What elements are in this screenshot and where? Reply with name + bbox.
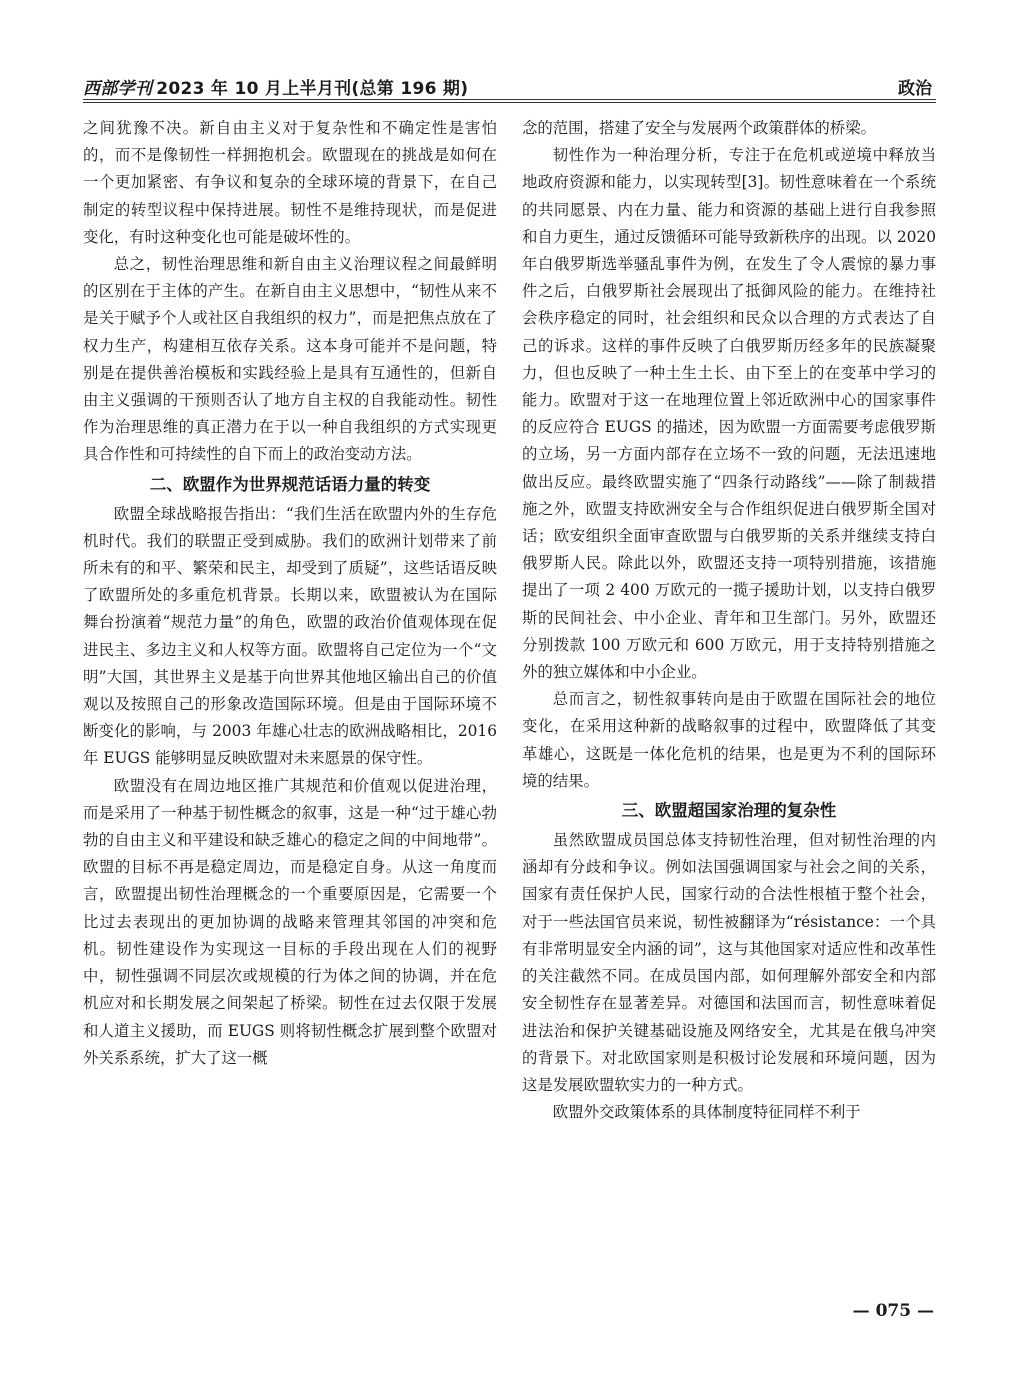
left-column xyxy=(83,115,497,1300)
paragraph: 总之，韧性治理思维和新自由主义治理议程之间最鲜明的区别在于主体的产生。在新自由主义思想中，“韧性从来不是关于赋予个人或社区自我组织的权力”，而是把焦点放在了权力生产，构建相互依存关系。这本身可能并不是问题，特别是在提供善治模板和实践经验上是具有互通性的，但新自由主义强调的干预则否认了地方自主权的自我能动性。韧性作为治理思维的真正潜力在于以一种自我组织的方式实现更具合作性和可持续性的自下而上的政治变动方法。 xyxy=(83,255,497,464)
section-label: 政治 xyxy=(898,79,932,99)
page-header xyxy=(83,66,936,102)
paragraph: 之间犹豫不决。新自由主义对于复杂性和不确定性是害怕的，而不是像韧性一样拥抱机会。欧盟现在的挑战是如何在一个更加紧密、有争议和复杂的全球环境的背景下，在自己制定的转型议程中保持进展。韧性不是维持现状，而是促进变化，有时这种变化也可能是破坏性的。 xyxy=(83,119,497,246)
header-rule xyxy=(83,99,936,100)
paragraph: 欧盟全球战略报告指出：“我们生活在欧盟内外的生存危机时代。我们的联盟正受到威胁。我们的欧洲计划带来了前所未有的和平、繁荣和民主，却受到了质疑”，这些话语反映了欧盟所处的多重危机背景。长期以来，欧盟被认为在国际舞台扮演着“规范力量”的角色，欧盟的政治价值观体现在促进民主、多边主义和人权等方面。欧盟将自己定位为一个“文明”大国，其世界主义是基于向世界其他地区输出自己的价值观以及按照自己的形象改造国际环境。但是由于国际环境不断变化的影响，与 2003 年雄心壮志的欧洲战略相比，2016 年 EUGS 能够明显反映欧盟对未来愿景的保守性。 xyxy=(83,504,497,768)
paragraph: 欧盟外交政策体系的具体制度特征同样不利于 xyxy=(552,1103,861,1122)
paragraph: 欧盟没有在周边地区推广其规范和价值观以促进治理，而是采用了一种基于韧性概念的叙事，这是一种“过于雄心勃勃的自由主义和平建设和缺乏雄心的稳定之间的中间地带”。欧盟的目标不再是稳定周边，而是稳定自身。从这一角度而言，欧盟提出韧性治理概念的一个重要原因是，它需要一个比过去表现出的更加协调的战略来管理其邻国的冲突和危机。韧性建设作为实现这一目标的手段出现在人们的视野中，韧性强调不同层次或规模的行为体之间的协调，并在危机应对和长期发展之间架起了桥梁。韧性在过去仅限于发展和人道主义援助，而 EUGS 则将韧性概念扩展到整个欧盟对外关系系统，扩大了这一概 xyxy=(83,776,497,1067)
paragraph: 总而言之，韧性叙事转向是由于欧盟在国际社会的地位变化，在采用这种新的战略叙事的过程中，欧盟降低了其变革雄心，这既是一体化危机的结果，也是更为不利的国际环境的结果。 xyxy=(522,690,936,790)
page-number: — 075 — xyxy=(852,1301,934,1321)
header-rule-secondary xyxy=(83,102,936,103)
section-heading: 三、欧盟超国家治理的复杂性 xyxy=(621,801,837,821)
issue-label: 2023 年 10 月上半月刊(总第 196 期) xyxy=(156,79,469,99)
right-column xyxy=(522,115,936,1300)
journal-logo: 西部学刊 xyxy=(83,79,153,99)
paragraph: 念的范围，搭建了安全与发展两个政策群体的桥梁。 xyxy=(522,119,876,137)
journal-issue-line xyxy=(83,74,468,99)
paragraph: 虽然欧盟成员国总体支持韧性治理，但对韧性治理的内涵却有分歧和争议。例如法国强调国家与社会之间的关系，国家有责任保护人民，国家行动的合法性根植于整个社会，对于一些法国官员来说，韧性被翻译为“résistance：一个具有非常明显安全内涵的词”，这与其他国家对适应性和改革性的关注截然不同。在成员国内部，如何理解外部安全和内部安全韧性存在显著差异。对德国和法国而言，韧性意味着促进法治和保护关键基础设施及网络安全，尤其是在俄乌冲突的背景下。对北欧国家则是积极讨论发展和环境问题，因为这是发展欧盟软实力的一种方式。 xyxy=(522,831,936,1094)
section-heading: 二、欧盟作为世界规范话语力量的转变 xyxy=(149,474,431,494)
paragraph: 韧性作为一种治理分析，专注于在危机或逆境中释放当地政府资源和能力，以实现转型[3]。韧性意味着在一个系统的共同愿景、内在力量、能力和资源的基础上进行自我参照和自力更生，通过反馈循环可能导致新秩序的出现。以 2020 年白俄罗斯选举骚乱事件为例，在发生了令人震惊的暴力事件之后，白俄罗斯社会展现出了抵御风险的能力。在维持社会秩序稳定的同时，社会组织和民众以合理的方式表达了自己的诉求。这样的事件反映了白俄罗斯历经多年的民族凝聚力，但也反映了一种土生土长、由下至上的在变革中学习的能力。欧盟对于这一在地理位置上邻近欧洲中心的国家事件的反应符合 EUGS 的描述，因为欧盟一方面需要考虑俄罗斯的立场，另一方面内部存在立场不一致的问题，无法迅速地做出反应。最终欧盟实施了“四条行动路线”——除了制裁措施之外，欧盟支持欧洲安全与合作组织促进白俄罗斯全国对话；欧安组织全面审查欧盟与白俄罗斯的关系并继续支持白俄罗斯人民。除此以外，欧盟还支持一项特别措施，该措施提出了一项 2 400 万欧元的一揽子援助计划，以支持白俄罗斯的民间社会、中小企业、青年和卫生部门。另外，欧盟还分别拨款 100 万欧元和 600 万欧元，用于支持特别措施之外的独立媒体和中小企业。 xyxy=(522,146,936,682)
